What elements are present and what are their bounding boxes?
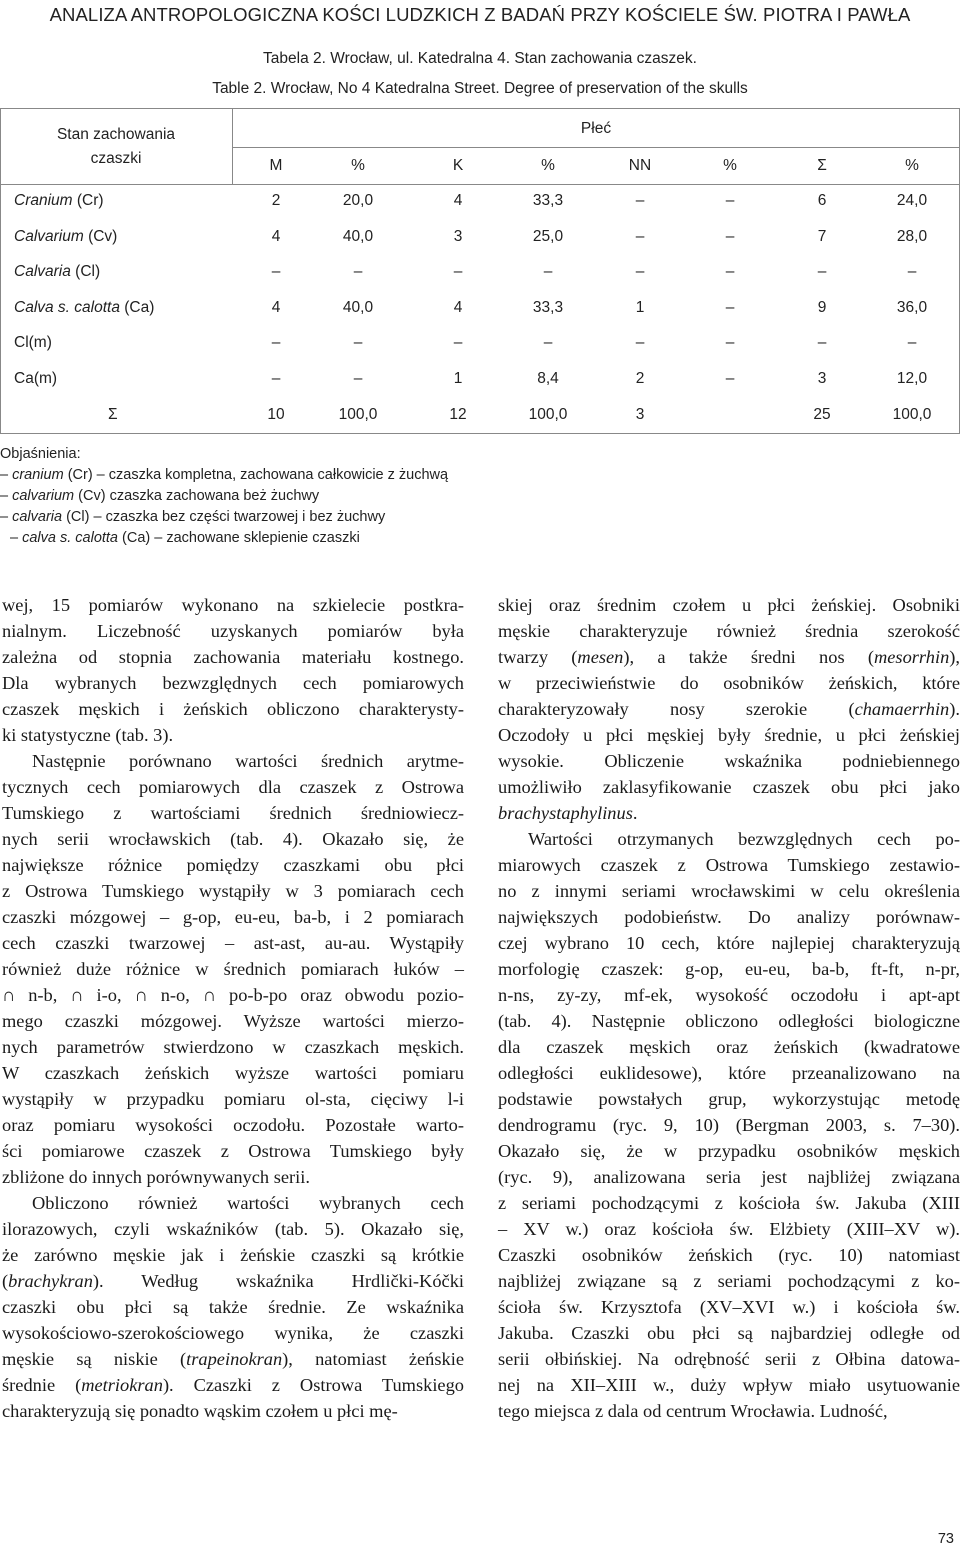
table-cell: 24,0 [896, 192, 928, 209]
text-line: Następnie porównano wartości średnich arytme- [32, 751, 464, 771]
row-label: Cl(m) [14, 334, 52, 351]
text-line: dendrogramu (ryc. 9, 10) (Bergman 2003, s. 7–30). [498, 1115, 960, 1135]
row-label: Calvaria (Cl) [14, 263, 101, 280]
sum-cell: 3 [635, 406, 645, 423]
column-header: Σ [817, 157, 827, 174]
text-line: Jakuba. Czaszki obu płci są najbardziej odległe od [498, 1323, 960, 1343]
text-line: mego czaszki mózgowej. Wyższe wartości mierzo- [2, 1011, 464, 1031]
text-line: tego miejsca z dala od centrum Wrocławia. Ludność, [498, 1401, 888, 1421]
note-item: – calva s. calotta (Ca) – zachowane sklepienie czaszki [10, 530, 360, 546]
text-line: umożliwiło zaklasyfikowanie czaszek obu płci jako [498, 777, 960, 797]
table-cell: – [635, 192, 645, 209]
text-line: wystąpiły w przypadku pomiaru ol-sta, cięciwy l-i [2, 1089, 464, 1109]
text-line: czej wybrano 10 cech, które najlepiej charakteryzują [498, 933, 960, 953]
text-line: oraz pomiaru wysokości oczodołu. Pozostałe warto- [2, 1115, 464, 1135]
text-line: n-ns, zy-zy, mf-ek, wysokość oczodołu i apt-apt [498, 985, 960, 1005]
text-line: Wartości otrzymanych bezwzględnych cech po- [528, 829, 960, 849]
text-line: charakteryzują się ponadto wąskim czołem u płci mę- [2, 1401, 398, 1421]
text-line: najbliżej związane są z seriami pochodzącymi z ko- [498, 1271, 960, 1291]
text-line: największe różnice pomiędzy czaszkami obu płci [2, 855, 464, 875]
text-line: zbliżone do innych porównywanych serii. [2, 1167, 310, 1187]
column-header: % [723, 157, 737, 174]
text-line: podstawie powstałych grup, wykorzystując metodę [498, 1089, 960, 1109]
table-cell: 33,3 [532, 192, 564, 209]
text-line: wej, 15 pomiarów wykonano na szkielecie postkra- [2, 595, 464, 615]
table-cell: – [635, 334, 645, 351]
column-header: M [269, 157, 283, 174]
note-item: – calvarium (Cv) czaszka zachowana beż żuchwy [0, 488, 320, 504]
text-line: cech czaszki twarzowej – ast-ast, au-au. Wystąpiły [2, 933, 464, 953]
text-line: nej na XII–XIII w., duży wpływ miało usytuowanie [498, 1375, 960, 1395]
table-rule-top [0, 108, 960, 109]
text-line: W czaszkach żeńskich wyższe wartości pomiaru [2, 1063, 464, 1083]
preservation-table [0, 108, 960, 434]
table-cell: 40,0 [342, 228, 374, 245]
header-stub-line2: czaszki [90, 150, 142, 167]
header-group-sex: Płeć [580, 120, 612, 137]
text-line: Tumskiego z wartościami średnich średniowiecz- [2, 803, 464, 823]
text-line: ki statystyczne (tab. 3). [2, 725, 174, 745]
table-cell: – [907, 263, 917, 280]
table-cell: – [543, 263, 553, 280]
table-cell: – [271, 334, 281, 351]
table-cell: 3 [453, 228, 463, 245]
text-line: z seriami pochodzącymi z kościoła św. Jakuba (XIII [498, 1193, 960, 1213]
text-line: Okazało się, że w przypadku osobników męskich [498, 1141, 960, 1161]
text-line: Oczodoły u płci męskiej były średnie, u płci żeńskiej [498, 725, 960, 745]
text-line: nych serii wrocławskich (tab. 4). Okazało się, że [2, 829, 464, 849]
text-line: twarzy (mesen), a także średni nos (mesorrhin), [498, 647, 960, 667]
sum-label: Σ [108, 406, 118, 423]
text-line: tycznych cech pomiarowych dla czaszek z Ostrowa [2, 777, 464, 797]
table-cell: 8,4 [537, 370, 559, 387]
table-cell: – [907, 334, 917, 351]
table-cell: 6 [817, 192, 827, 209]
table-cell: – [543, 334, 553, 351]
sum-cell: 12 [449, 406, 467, 423]
sum-cell: 100,0 [892, 406, 932, 423]
table-cell: 2 [271, 192, 281, 209]
text-line: ilorazowych, czyli wskaźników (tab. 5). Okazało się, [2, 1219, 464, 1239]
table-cell: – [817, 263, 827, 280]
sum-cell: 100,0 [528, 406, 568, 423]
table-cell: 2 [635, 370, 645, 387]
table-cell: 3 [817, 370, 827, 387]
text-line: w przeciwieństwie do osobników żeńskich, które [498, 673, 960, 693]
note-item: – calvaria (Cl) – czaszka bez części twarzowej i bez żuchwy [0, 509, 386, 525]
table-cell: 4 [271, 228, 281, 245]
table-rule-bottom [0, 433, 960, 434]
table-cell: 12,0 [896, 370, 928, 387]
table-cell: 4 [453, 299, 463, 316]
table-cell: – [271, 370, 281, 387]
table-cell: – [725, 192, 735, 209]
text-line: ∩ n-b, ∩ i-o, ∩ n-o, ∩ po-b-po oraz obwodu pozio- [2, 985, 464, 1005]
table-cell: – [635, 263, 645, 280]
text-line: odległości euklidesowe), które przeanalizowano na [498, 1063, 960, 1083]
text-line: Obliczono również wartości wybranych cech [32, 1193, 464, 1213]
table-caption-en: Table 2. Wrocław, No 4 Katedralna Street. Degree of preservation of the skulls [212, 80, 748, 97]
text-line: czaszki mózgowej – g-op, eu-eu, ba-b, i 2 pomiarach [2, 907, 464, 927]
page-number: 73 [937, 1531, 954, 1547]
column-header: NN [628, 157, 652, 174]
table-cell: – [725, 370, 735, 387]
table-cell: 40,0 [342, 299, 374, 316]
column-header: % [351, 157, 365, 174]
table-cell: – [635, 228, 645, 245]
table-cell: – [725, 299, 735, 316]
table-cell: 1 [453, 370, 463, 387]
text-line: (brachykran). Według wskaźnika Hrdlički-Kóčki [2, 1271, 464, 1291]
text-line: wysokościowo-szerokościowego wynika, że czaszki [2, 1323, 464, 1343]
table-cell: – [725, 228, 735, 245]
text-line: z Ostrowa Tumskiego wystąpiły w 3 pomiarach cech [2, 881, 464, 901]
column-header: K [452, 157, 464, 174]
text-line: miarowych czaszek z Ostrowa Tumskiego zestawio- [498, 855, 960, 875]
text-line: Czaszki osobników żeńskich (ryc. 10) natomiast [498, 1245, 960, 1265]
text-line: ścioła św. Krzysztofa (XV–XVI w.) i kościoła św. [498, 1297, 960, 1317]
table-cell: 4 [453, 192, 463, 209]
text-line: że zarówno męskie jak i żeńskie czaszki są krótkie [2, 1245, 464, 1265]
table-cell: 20,0 [342, 192, 374, 209]
table-cell: 36,0 [896, 299, 928, 316]
row-label: Ca(m) [14, 370, 58, 387]
sum-cell: 25 [813, 406, 831, 423]
notes-title: Objaśnienia: [0, 446, 81, 462]
row-label: Calva s. calotta (Ca) [14, 299, 155, 316]
text-line: męskie charakteryzuje również średnia szerokość [498, 621, 960, 641]
text-line: czaszki obu płci są także średnie. Ze wskaźnika [2, 1297, 464, 1317]
table-cell: 33,3 [532, 299, 564, 316]
table-cell: – [353, 263, 363, 280]
text-line: Dla wybranych bezwzględnych cech pomiarowych [2, 673, 464, 693]
text-line: brachystaphylinus. [498, 803, 638, 823]
text-line: skiej oraz średnim czołem u płci żeńskiej. Osobniki [498, 595, 960, 615]
column-header: % [905, 157, 919, 174]
table-cell: – [353, 334, 363, 351]
text-line: wysokie. Obliczenie wskaźnika podniebiennego [498, 751, 960, 771]
text-line: największych podobieństw. Do analizy porównaw- [498, 907, 960, 927]
note-item: – cranium (Cr) – czaszka kompletna, zachowana całkowicie z żuchwą [0, 467, 449, 483]
table-cell: – [453, 334, 463, 351]
text-column-left [2, 592, 464, 1424]
table-rule-group [232, 147, 960, 148]
table-cell: – [271, 263, 281, 280]
text-line: nialnym. Liczebność uzyskanych pomiarów była [2, 621, 464, 641]
row-label: Cranium (Cr) [14, 192, 104, 209]
table-cell: 25,0 [532, 228, 564, 245]
table-cell: – [725, 334, 735, 351]
text-line: zależna od stopnia zachowania materiału kostnego. [2, 647, 464, 667]
table-cell: 1 [635, 299, 645, 316]
text-line: średnie (metriokran). Czaszki z Ostrowa Tumskiego [2, 1375, 464, 1395]
text-line: dla czaszek męskich oraz żeńskich (kwadratowe [498, 1037, 960, 1057]
text-column-right [498, 592, 960, 1424]
table-cell: 28,0 [896, 228, 928, 245]
text-line: ści pomiarowe czaszek z Ostrowa Tumskiego były [2, 1141, 464, 1161]
table-cell: – [453, 263, 463, 280]
row-label: Calvarium (Cv) [14, 228, 118, 245]
table-caption-pl: Tabela 2. Wrocław, ul. Katedralna 4. Stan zachowania czaszek. [263, 50, 697, 67]
text-line: – XV w.) oraz kościoła św. Elżbiety (XIII–XV w). [498, 1219, 960, 1239]
table-cell: 7 [817, 228, 827, 245]
table-cell: 9 [817, 299, 827, 316]
table-cell: – [725, 263, 735, 280]
text-line: (ryc. 9), analizowana seria jest najbliżej związana [498, 1167, 960, 1187]
text-line: męskie są niskie (trapeinokran), natomiast żeńskie [2, 1349, 464, 1369]
text-line: serii ołbińskiej. Na odrębność serii z Ołbina datowa- [498, 1349, 960, 1369]
table-notes [0, 444, 700, 549]
table-cell: – [353, 370, 363, 387]
header-stub-line1: Stan zachowania [56, 126, 176, 143]
text-line: charakteryzowały nosy szerokie (chamaerrhin). [498, 699, 960, 719]
running-head: ANALIZA ANTROPOLOGICZNA KOŚCI LUDZKICH Z BADAŃ PRZY KOŚCIELE ŚW. PIOTRA I PAWŁA [49, 4, 911, 25]
text-line: również duże różnice w średnich pomiarach łuków – [2, 959, 464, 979]
table-cell: 4 [271, 299, 281, 316]
sum-cell: 100,0 [338, 406, 378, 423]
text-line: no z innymi seriami wrocławskimi w celu określenia [498, 881, 960, 901]
text-line: czaszek męskich i żeńskich obliczono charakterysty- [2, 699, 464, 719]
text-line: nych parametrów stwierdzono w czaszkach męskich. [2, 1037, 464, 1057]
text-line: (tab. 4). Następnie obliczono odległości biologiczne [498, 1011, 960, 1031]
text-line: morfologię czaszek: g-op, eu-eu, ba-b, ft-ft, n-pr, [498, 959, 960, 979]
table-cell: – [817, 334, 827, 351]
sum-cell: 10 [267, 406, 285, 423]
table-rule-header [0, 184, 960, 185]
column-header: % [541, 157, 555, 174]
